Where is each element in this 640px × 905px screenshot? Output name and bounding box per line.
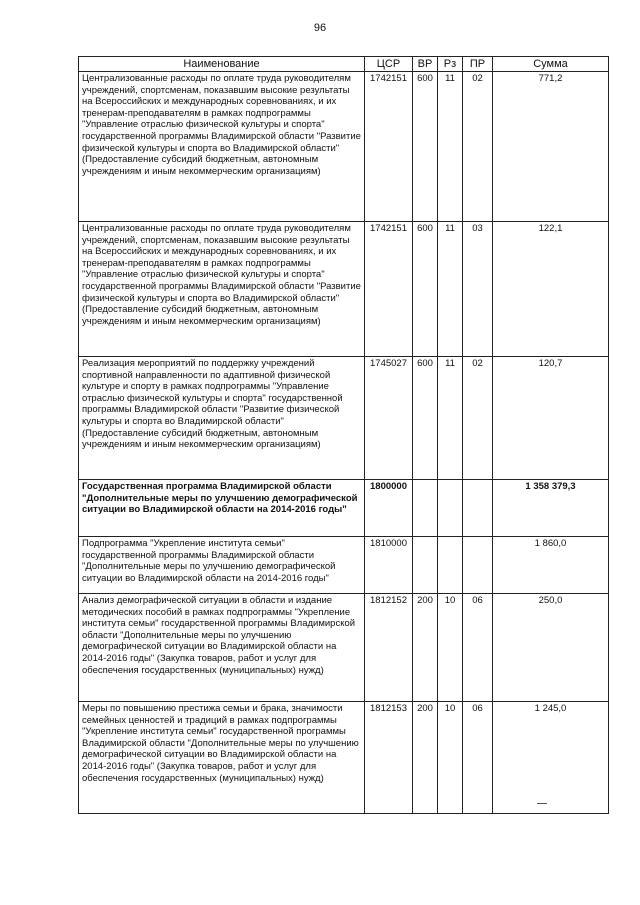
row-vr: 600 [413,222,438,357]
col-header-name: Наименование [79,57,365,72]
row-vr: 600 [413,357,438,480]
row-rz [438,480,463,537]
row-csr: 1810000 [365,537,413,594]
row-pr: 02 [463,72,493,222]
row-vr: 600 [413,72,438,222]
row-sum: 1 860,0 [493,537,609,594]
row-name: Централизованные расходы по оплате труда руководителям учреждений, спортсменам, показавшим высокие результаты на Всероссийских и международных соревнованиях, и их тренерам-преподавателям в рамках подпрограммы "Управление отраслью физической культуры и спорта" государственной программы Владимирской области "Развитие физической культуры и спорта во Владимирской области" (Предоставление субсидий бюджетным, автономным учреждениям и иным некоммерческим организациям) [79,72,365,222]
row-pr: 06 [463,702,493,814]
row-vr: 200 [413,594,438,702]
row-sum: 250,0 [493,594,609,702]
row-pr [463,537,493,594]
col-header-csr: ЦСР [365,57,413,72]
table-row [79,594,609,702]
row-csr: 1812153 [365,702,413,814]
row-name: Государственная программа Владимирской области "Дополнительные меры по улучшению демографической ситуации во Владимирской области на 2014-2016 годы" [79,480,365,537]
row-vr [413,480,438,537]
row-rz: 10 [438,702,463,814]
row-name: Подпрограмма "Укрепление института семьи" государственной программы Владимирской области "Дополнительные меры по улучшению демографической ситуации во Владимирской области на 2014-2016 годы" [79,537,365,594]
row-csr: 1800000 [365,480,413,537]
row-name: Централизованные расходы по оплате труда руководителям учреждений, спортсменам, показавшим высокие результаты на Всероссийских и международных соревнованиях, и их тренерам-преподавателям в рамках подпрограммы "Управление отраслью физической культуры и спорта" государственной программы Владимирской области "Развитие физической культуры и спорта во Владимирской области" (Предоставление субсидий бюджетным, автономным учреждениям и иным некоммерческим организациям) [79,222,365,357]
row-rz: 11 [438,72,463,222]
row-sum: 771,2 [493,72,609,222]
col-header-sum: Сумма [493,57,609,72]
row-pr: 06 [463,594,493,702]
row-sum: 1 358 379,3 [493,480,609,537]
row-sum: 120,7 [493,357,609,480]
row-name: Анализ демографической ситуации в области и издание методических пособий в рамках подпрограммы "Укрепление института семьи" государственной программы Владимирской области "Дополнительные меры по улучшению демографической ситуации во Владимирской области на 2014-2016 годы" (Закупка товаров, работ и услуг для обеспечения государственных (муниципальных) нужд) [79,594,365,702]
row-pr: 02 [463,357,493,480]
col-header-vr: ВР [413,57,438,72]
row-vr: 200 [413,702,438,814]
page-number: 96 [313,22,327,34]
row-name: Меры по повышению престижа семьи и брака, значимости семейных ценностей и традиций в рамках подпрограммы "Укрепление института семьи" государственной программы Владимирской области "Дополнительные меры по улучшению демографической ситуации во Владимирской области на 2014-2016 годы" (Закупка товаров, работ и услуг для обеспечения государственных (муниципальных) нужд) [79,702,365,814]
row-rz: 11 [438,357,463,480]
row-rz: 11 [438,222,463,357]
table-row [79,702,609,814]
table-row [79,537,609,594]
row-name: Реализация мероприятий по поддержку учреждений спортивной направленности по адаптивной физической культуре и спорту в рамках подпрограммы "Управление отраслью физической культуры и спорта" государственной программы Владимирской области "Развитие физической культуры и спорта во Владимирской области" (Предоставление субсидий бюджетным, автономным учреждениям и иным некоммерческим организациям) [79,357,365,480]
col-header-pr: ПР [463,57,493,72]
row-sum: 122,1 [493,222,609,357]
col-header-rz: Рз [438,57,463,72]
table-header-row [79,57,609,72]
row-csr: 1742151 [365,72,413,222]
budget-table [78,56,609,814]
row-pr [463,480,493,537]
row-pr: 03 [463,222,493,357]
row-csr: 1742151 [365,222,413,357]
row-rz: 10 [438,594,463,702]
table-row [79,357,609,480]
table-row [79,72,609,222]
row-sum: 1 245,0 [493,702,609,814]
row-csr: 1745027 [365,357,413,480]
row-vr [413,537,438,594]
table-row [79,222,609,357]
row-rz [438,537,463,594]
row-csr: 1812152 [365,594,413,702]
scan-mark [537,803,547,804]
table-row [79,480,609,537]
